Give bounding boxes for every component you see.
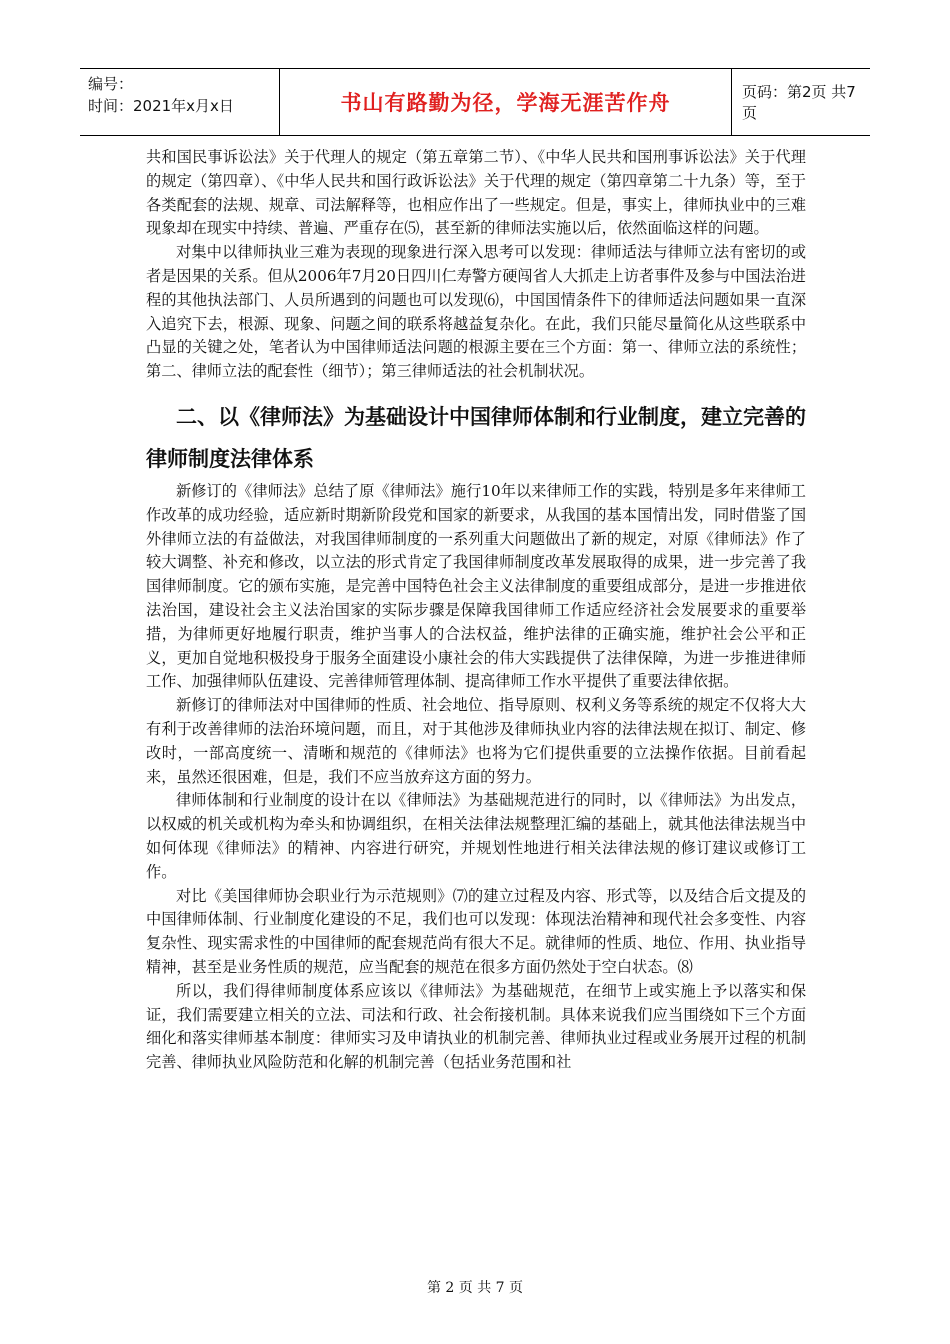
paragraph-6: 对比《美国律师协会职业行为示范规则》⑺的建立过程及内容、形式等，以及结合后文提及的中国律师体制、行业制度化建设的不足，我们也可以发现：体现法治精神和现代社会多变性、内容复杂性、现实需求性的中国律师的配套规范尚有很大不足。就律师的性质、地位、作用、执业指导精神，甚至是业务性质的规范，应当配套的规范在很多方面仍然处于空白状态。⑻	[146, 886, 806, 976]
paragraph-5: 律师体制和行业制度的设计在以《律师法》为基础规范进行的同时，以《律师法》为出发点，以权威的机关或机构为牵头和协调组织，在相关法律法规整理汇编的基础上，就其他法律法规当中如何体现《律师法》的精神、内容进行研究，并规划性地进行相关法律法规的修订建议或修订工作。	[146, 791, 806, 881]
page-footer: 第 2 页 共 7 页	[426, 1280, 524, 1296]
section-heading: 二、以《律师法》为基础设计中国律师体制和行业制度，建立完善的律师制度法律体系	[146, 404, 806, 471]
paragraph-2: 对集中以律师执业三难为表现的现象进行深入思考可以发现：律师适法与律师立法有密切的或者是因果的关系。但从2006年7月20日四川仁寿警方硬闯省人大抓走上访者事件及参与中国法治进程的其他执法部门、人员所遇到的问题也可以发现⑹，中国国情条件下的律师适法问题如果一直深入追究下去，根源、现象、问题之间的联系将越益复杂化。在此，我们只能尽量简化从这些联系中凸显的关键之处，笔者认为中国律师适法问题的根源主要在三个方面：第一、律师立法的系统性；第二、律师立法的配套性（细节）；第三律师适法的社会机制状况。	[146, 243, 806, 381]
header-page-number: 页码：第2页 共7页	[742, 83, 856, 122]
paragraph-4: 新修订的律师法对中国律师的性质、社会地位、指导原则、权利义务等系统的规定不仅将大大有利于改善律师的法治环境问题，而且，对于其他涉及律师执业内容的法律法规在拟订、制定、修改时，一部高度统一、清晰和规范的《律师法》也将为它们提供重要的立法操作依据。目前看起来，虽然还很困难，但是，我们不应当放弃这方面的努力。	[146, 696, 806, 786]
page-header	[80, 68, 870, 136]
document-number: 编号：	[88, 75, 134, 93]
paragraph-7: 所以，我们得律师制度体系应该以《律师法》为基础规范，在细节上或实施上予以落实和保证，我们需要建立相关的立法、司法和行政、社会衔接机制。具体来说我们应当围绕如下三个方面细化和落实律师基本制度：律师实习及申请执业的机制完善、律师执业过程或业务展开过程的机制完善、律师执业风险防范和化解的机制完善（包括业务范围和社	[146, 981, 806, 1072]
header-meta	[80, 69, 280, 135]
document-body	[146, 146, 806, 1075]
paragraph-1: 共和国民事诉讼法》关于代理人的规定（第五章第二节）、《中华人民共和国刑事诉讼法》关于代理的规定（第四章）、《中华人民共和国行政诉讼法》关于代理的规定（第四章第二十九条）等，至于各类配套的法规、规章、司法解释等，也相应作出了一些规定。但是，事实上，律师执业中的三难现象却在现实中持续、普遍、严重存在⑸，甚至新的律师法实施以后，依然面临这样的问题。	[146, 148, 806, 238]
paragraph-3: 新修订的《律师法》总结了原《律师法》施行10年以来律师工作的实践，特别是多年来律师工作改革的成功经验，适应新时期新阶段党和国家的新要求，从我国的基本国情出发，同时借鉴了国外律师立法的有益做法，对我国律师制度的一系列重大问题做出了新的规定，对原《律师法》作了较大调整、补充和修改，以立法的形式肯定了我国律师制度改革发展取得的成果，进一步完善了我国律师制度。它的颁布实施，是完善中国特色社会主义法律制度的重要组成部分，是进一步推进依法治国，建设社会主义法治国家的实际步骤是保障我国律师工作适应经济社会发展要求的重要举措，为律师更好地履行职责，维护当事人的合法权益，维护法律的正确实施，维护社会公平和正义，更加自觉地积极投身于服务全面建设小康社会的伟大实践提供了法律保障，为进一步推进律师工作、加强律师队伍建设、完善律师管理体制、提高律师工作水平提供了重要法律依据。	[146, 481, 806, 691]
header-motto: 书山有路勤为径，学海无涯苦作舟	[280, 69, 732, 135]
document-date: 时间：2021年x月x日	[88, 97, 234, 115]
